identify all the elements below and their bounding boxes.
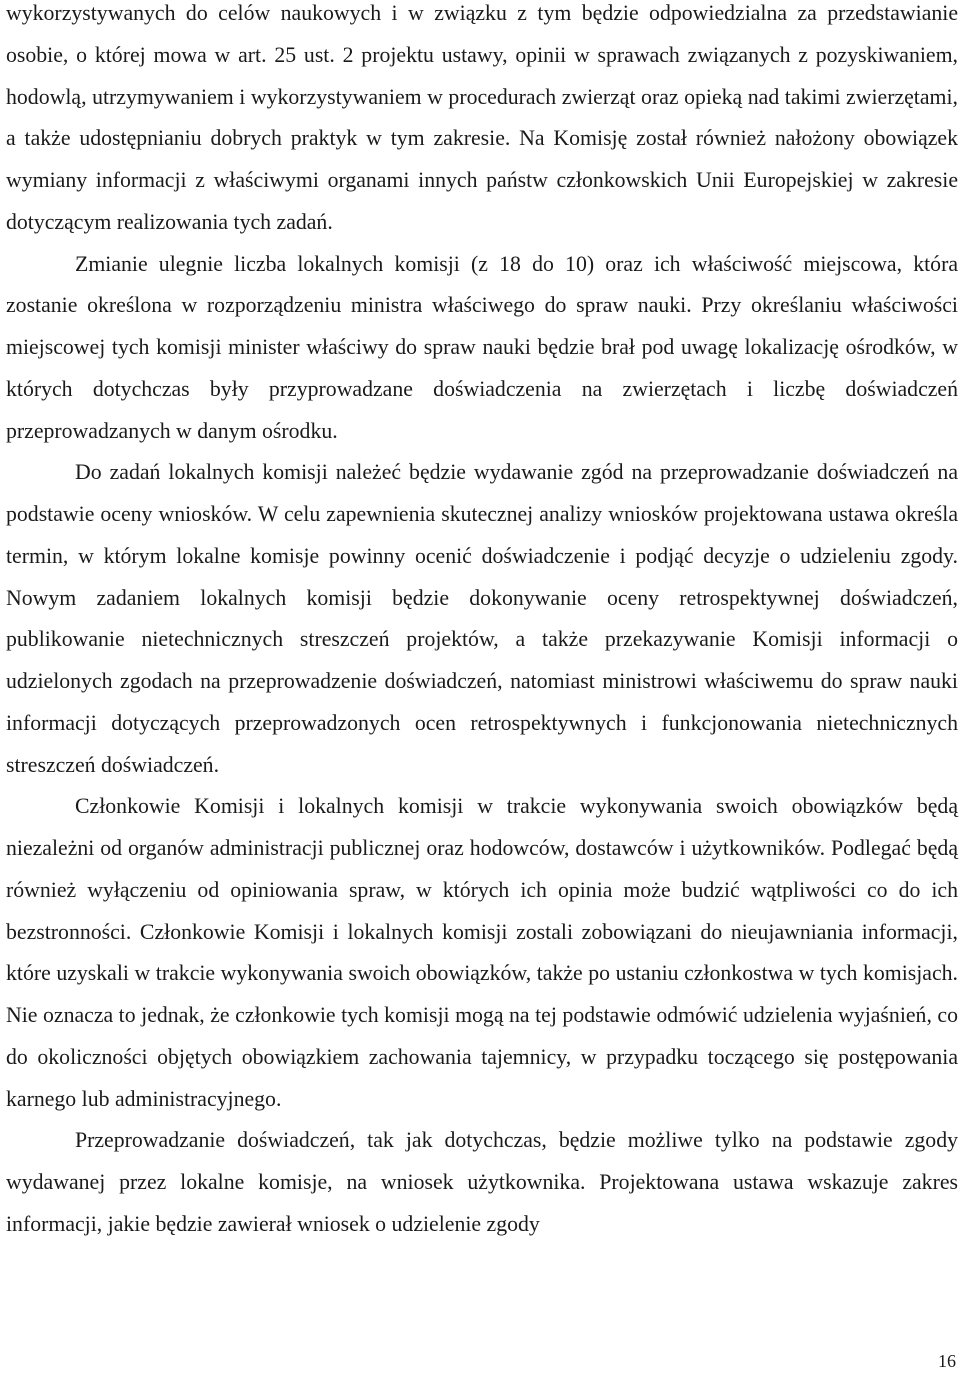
paragraph-experiment-consent: Przeprowadzanie doświadczeń, tak jak dotychczas, będzie możliwe tylko na podstawie zgody wydawanej przez lokalne komisje, na wniosek użytkownika. Projektowana ustawa wskazuje zakres informacji, jakie będzie zawierał wniosek o udzielenie zgody (6, 1128, 958, 1236)
paragraph-local-committees-count: Zmianie ulegnie liczba lokalnych komisji (z 18 do 10) oraz ich właściwość miejscowa, która zostanie określona w rozporządzeniu ministra właściwego do spraw nauki. Przy określaniu właściwości miejscowej tych komisji minister właściwy do spraw nauki będzie brał pod uwagę lokalizację ośrodków, w których dotychczas były przyprowadzane doświadczenia na zwierzętach i liczbę doświadczeń przeprowadzanych w danym ośrodku. (6, 251, 958, 443)
paragraph-committee-members: Członkowie Komisji i lokalnych komisji w trakcie wykonywania swoich obowiązków będą niezależni od organów administracji publicznej oraz hodowców, dostawców i użytkowników. Podlegać będą również wyłączeniu od opiniowania spraw, w których ich opinia może budzić wątpliwości co do ich bezstronności. Członkowie Komisji i lokalnych komisji zostali zobowiązani do nieujawniania informacji, które uzyskali w trakcie wykonywania swoich obowiązków, także po ustaniu członkostwa w tych komisjach. Nie oznacza to jednak, że członkowie tych komisji mogą na tej podstawie odmówić udzielenia wyjaśnień, co do okoliczności objętych obowiązkiem zachowania tajemnicy, w przypadku toczącego się postępowania karnego lub administracyjnego. (6, 794, 958, 1111)
paragraph-local-committees-tasks: Do zadań lokalnych komisji należeć będzie wydawanie zgód na przeprowadzanie doświadczeń na podstawie oceny wniosków. W celu zapewnienia skutecznej analizy wniosków projektowana ustawa określa termin, w którym lokalne komisje powinny ocenić doświadczenie i podjąć decyzje o udzieleniu zgody. Nowym zadaniem lokalnych komisji będzie dokonywanie oceny retrospektywnej doświadczeń, publikowanie nietechnicznych streszczeń projektów, a także przekazywanie Komisji informacji o udzielonych zgodach na przeprowadzenie doświadczeń, natomiast ministrowi właściwemu do spraw nauki informacji dotyczących przeprowadzonych ocen retrospektywnych i funkcjonowania nietechnicznych streszczeń doświadczeń. (6, 460, 958, 777)
document-body (6, 0, 958, 1246)
page-number: 16 (938, 1351, 956, 1371)
paragraph-continuation: wykorzystywanych do celów naukowych i w związku z tym będzie odpowiedzialna za przedstawianie osobie, o której mowa w art. 25 ust. 2 projektu ustawy, opinii w sprawach związanych z pozyskiwaniem, hodowlą, utrzymywaniem i wykorzystywaniem w procedurach zwierząt oraz opieką nad takimi zwierzętami, a także udostępnianiu dobrych praktyk w tym zakresie. Na Komisję został również nałożony obowiązek wymiany informacji z właściwymi organami innych państw członkowskich Unii Europejskiej w zakresie dotyczącym realizowania tych zadań. (6, 1, 958, 234)
